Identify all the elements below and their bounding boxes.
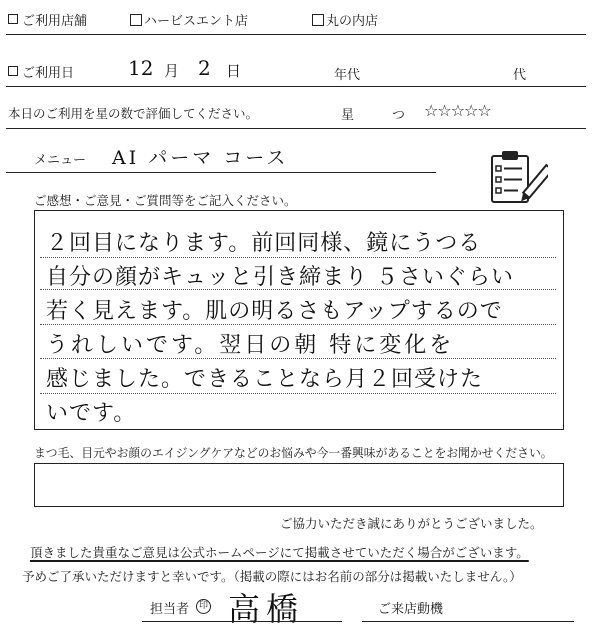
comments-prompt: ご感想・ご意見・ご質問等をご記入ください。 — [34, 193, 297, 208]
comments-guide-5 — [40, 393, 556, 394]
store-rule — [6, 34, 586, 35]
comment-line-5: 感じました。できることなら月２回受けた — [46, 367, 484, 392]
comment-line-1: ２回目になります。前回同様、鏡にうつる — [46, 231, 482, 256]
clipboard-pencil-icon — [486, 148, 548, 210]
menu-label: メニュー — [34, 153, 87, 168]
visit-motive-label: ご来店動機 — [378, 602, 444, 617]
store-label: ご利用店舗 — [22, 14, 88, 29]
comment-line-4: うれしいです。翌日の朝 特に変化を — [46, 333, 455, 358]
age-suffix: 代 — [513, 68, 527, 83]
date-label: ご利用日 — [22, 66, 75, 81]
rating-prompt: 本日のご利用を星の数で評価してください。 — [8, 106, 259, 121]
concerns-box[interactable] — [34, 463, 564, 507]
notice-line-1: 頂きました貴重なご意見は公式ホームページにて掲載させていただく場合がございます。 — [30, 545, 529, 560]
comment-line-2: 自分の顔がキュッと引き締まり ５さいぐらい — [46, 265, 514, 290]
rating-rule — [6, 128, 586, 129]
store-option-marunouchi-label: 丸の内店 — [326, 14, 379, 29]
age-label: 年代 — [334, 68, 361, 83]
menu-rule — [6, 172, 436, 173]
date-day: 2 — [198, 56, 211, 80]
thanks-text: ご協力いただき誠にありがとうございました。 — [280, 516, 543, 531]
staff-rule — [142, 621, 342, 622]
concerns-prompt: まつ毛、目元やお顔のエイジングケアなどのお悩みや今一番興味があることをお聞かせください。 — [34, 446, 553, 460]
store-option-herbis-label: ハービスエント店 — [144, 14, 249, 29]
comments-guide-1 — [40, 257, 556, 258]
rating-stars[interactable]: ☆☆☆☆☆ — [424, 101, 491, 120]
date-month: 12 — [128, 56, 154, 80]
visit-motive-rule — [362, 621, 574, 622]
marunouchi-checkbox[interactable] — [312, 14, 324, 26]
rating-unit: つ — [392, 108, 406, 123]
date-bullet — [8, 66, 18, 76]
store-bullet — [8, 14, 18, 24]
herbis-checkbox[interactable] — [130, 14, 142, 26]
date-rule — [6, 86, 586, 87]
comment-line-3: 若く見えます。肌の明るさもアップするので — [46, 299, 503, 324]
date-month-unit: 月 — [164, 62, 180, 80]
seal-icon: 印 — [196, 599, 211, 614]
staff-signature: 高橋 — [228, 590, 305, 628]
store-option-marunouchi[interactable] — [312, 10, 378, 29]
comment-line-6: いです。 — [46, 401, 137, 426]
store-option-herbis[interactable] — [130, 10, 248, 29]
rating-label: 星 — [341, 108, 355, 123]
notice-line-2: 予めご了承いただけますと幸いです。（掲載の際にはお名前の部分は掲載いたしません。） — [22, 569, 522, 584]
menu-value: AI パーマ コース — [112, 147, 289, 169]
date-day-unit: 日 — [226, 62, 242, 80]
staff-label: 担当者 — [150, 602, 190, 617]
